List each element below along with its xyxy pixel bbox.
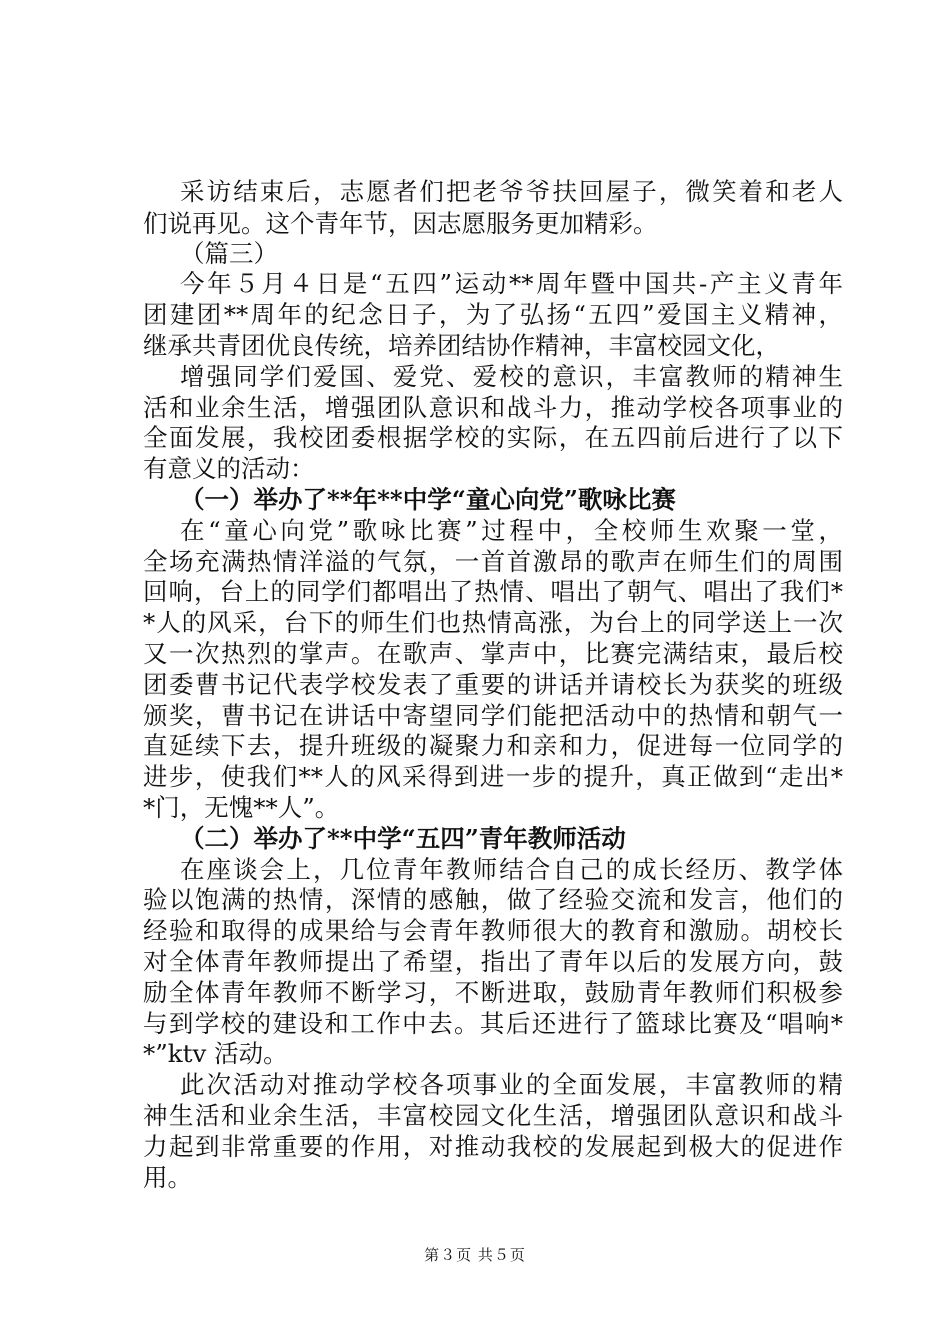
paragraph-line: 验以饱满的热情，深情的感触，做了经验交流和发言，他们的 [143,885,843,914]
paragraph-line: 今年５月４日是“五四”运动**周年暨中国共-产主义青年 [180,269,843,298]
paragraph-line: 又一次热烈的掌声。在歌声、掌声中，比赛完满结束，最后校 [143,639,843,668]
paragraph-line: 团委曹书记代表学校发表了重要的讲话并请校长为获奖的班级 [143,670,843,699]
paragraph-line: 活和业余生活，增强团队意识和战斗力，推动学校各项事业的 [143,393,843,422]
paragraph-line: 有意义的活动： [143,454,315,483]
section-heading: （一）举办了**年**中学“童心向党”歌咏比赛 [180,485,676,514]
paragraph-line: 颁奖，曹书记在讲话中寄望同学们能把活动中的热情和朝气一 [143,701,843,730]
paragraph-line: 励全体青年教师不断学习，不断进取，鼓励青年教师们积极参 [143,978,843,1007]
paragraph-line: 在座谈会上，几位青年教师结合自己的成长经历、教学体 [180,855,843,884]
paragraph-line: *门，无愧**人”。 [143,793,340,822]
paragraph-line: 神生活和业余生活，丰富校园文化生活，增强团队意识和战斗 [143,1101,843,1130]
paragraph-line: 们说再见。这个青年节，因志愿服务更加精彩。 [143,209,658,238]
paragraph-line: 全面发展，我校团委根据学校的实际，在五四前后进行了以下 [143,423,843,452]
paragraph-line: 力起到非常重要的作用，对推动我校的发展起到极大的促进作 [143,1132,843,1161]
section-label: （篇三） [180,239,278,268]
paragraph-line: 增强同学们爱国、爱党、爱校的意识，丰富教师的精神生 [180,362,843,391]
paragraph-line: 采访结束后，志愿者们把老爷爷扶回屋子，微笑着和老人 [180,177,843,206]
paragraph-line: *”ktv 活动。 [143,1039,288,1068]
page-number-footer: 第３页 共５页 [424,1246,526,1264]
paragraph-line: 团建团**周年的纪念日子，为了弘扬“五四”爱国主义精神， [143,300,843,329]
paragraph-line: 在“童心向党”歌咏比赛”过程中，全校师生欢聚一堂， [180,516,843,545]
paragraph-line: 与到学校的建设和工作中去。其后还进行了篮球比赛及“唱响* [143,1009,843,1038]
paragraph-line: 全场充满热情洋溢的气氛，一首首激昂的歌声在师生们的周围 [143,547,843,576]
paragraph-line: 用。 [143,1163,192,1192]
paragraph-line: 进步，使我们**人的风采得到进一步的提升，真正做到“走出* [143,762,843,791]
paragraph-line: 对全体青年教师提出了希望，指出了青年以后的发展方向，鼓 [143,947,843,976]
paragraph-line: 直延续下去，提升班级的凝聚力和亲和力，促进每一位同学的 [143,731,843,760]
paragraph-line: 继承共青团优良传统，培养团结协作精神，丰富校园文化， [143,331,780,360]
section-heading: （二）举办了**中学“五四”青年教师活动 [180,824,626,853]
paragraph-line: 此次活动对推动学校各项事业的全面发展，丰富教师的精 [180,1070,843,1099]
paragraph-line: *人的风采，台下的师生们也热情高涨，为台上的同学送上一次 [143,608,843,637]
paragraph-line: 回响，台上的同学们都唱出了热情、唱出了朝气、唱出了我们* [143,577,843,606]
paragraph-line: 经验和取得的成果给与会青年教师很大的教育和激励。胡校长 [143,916,843,945]
